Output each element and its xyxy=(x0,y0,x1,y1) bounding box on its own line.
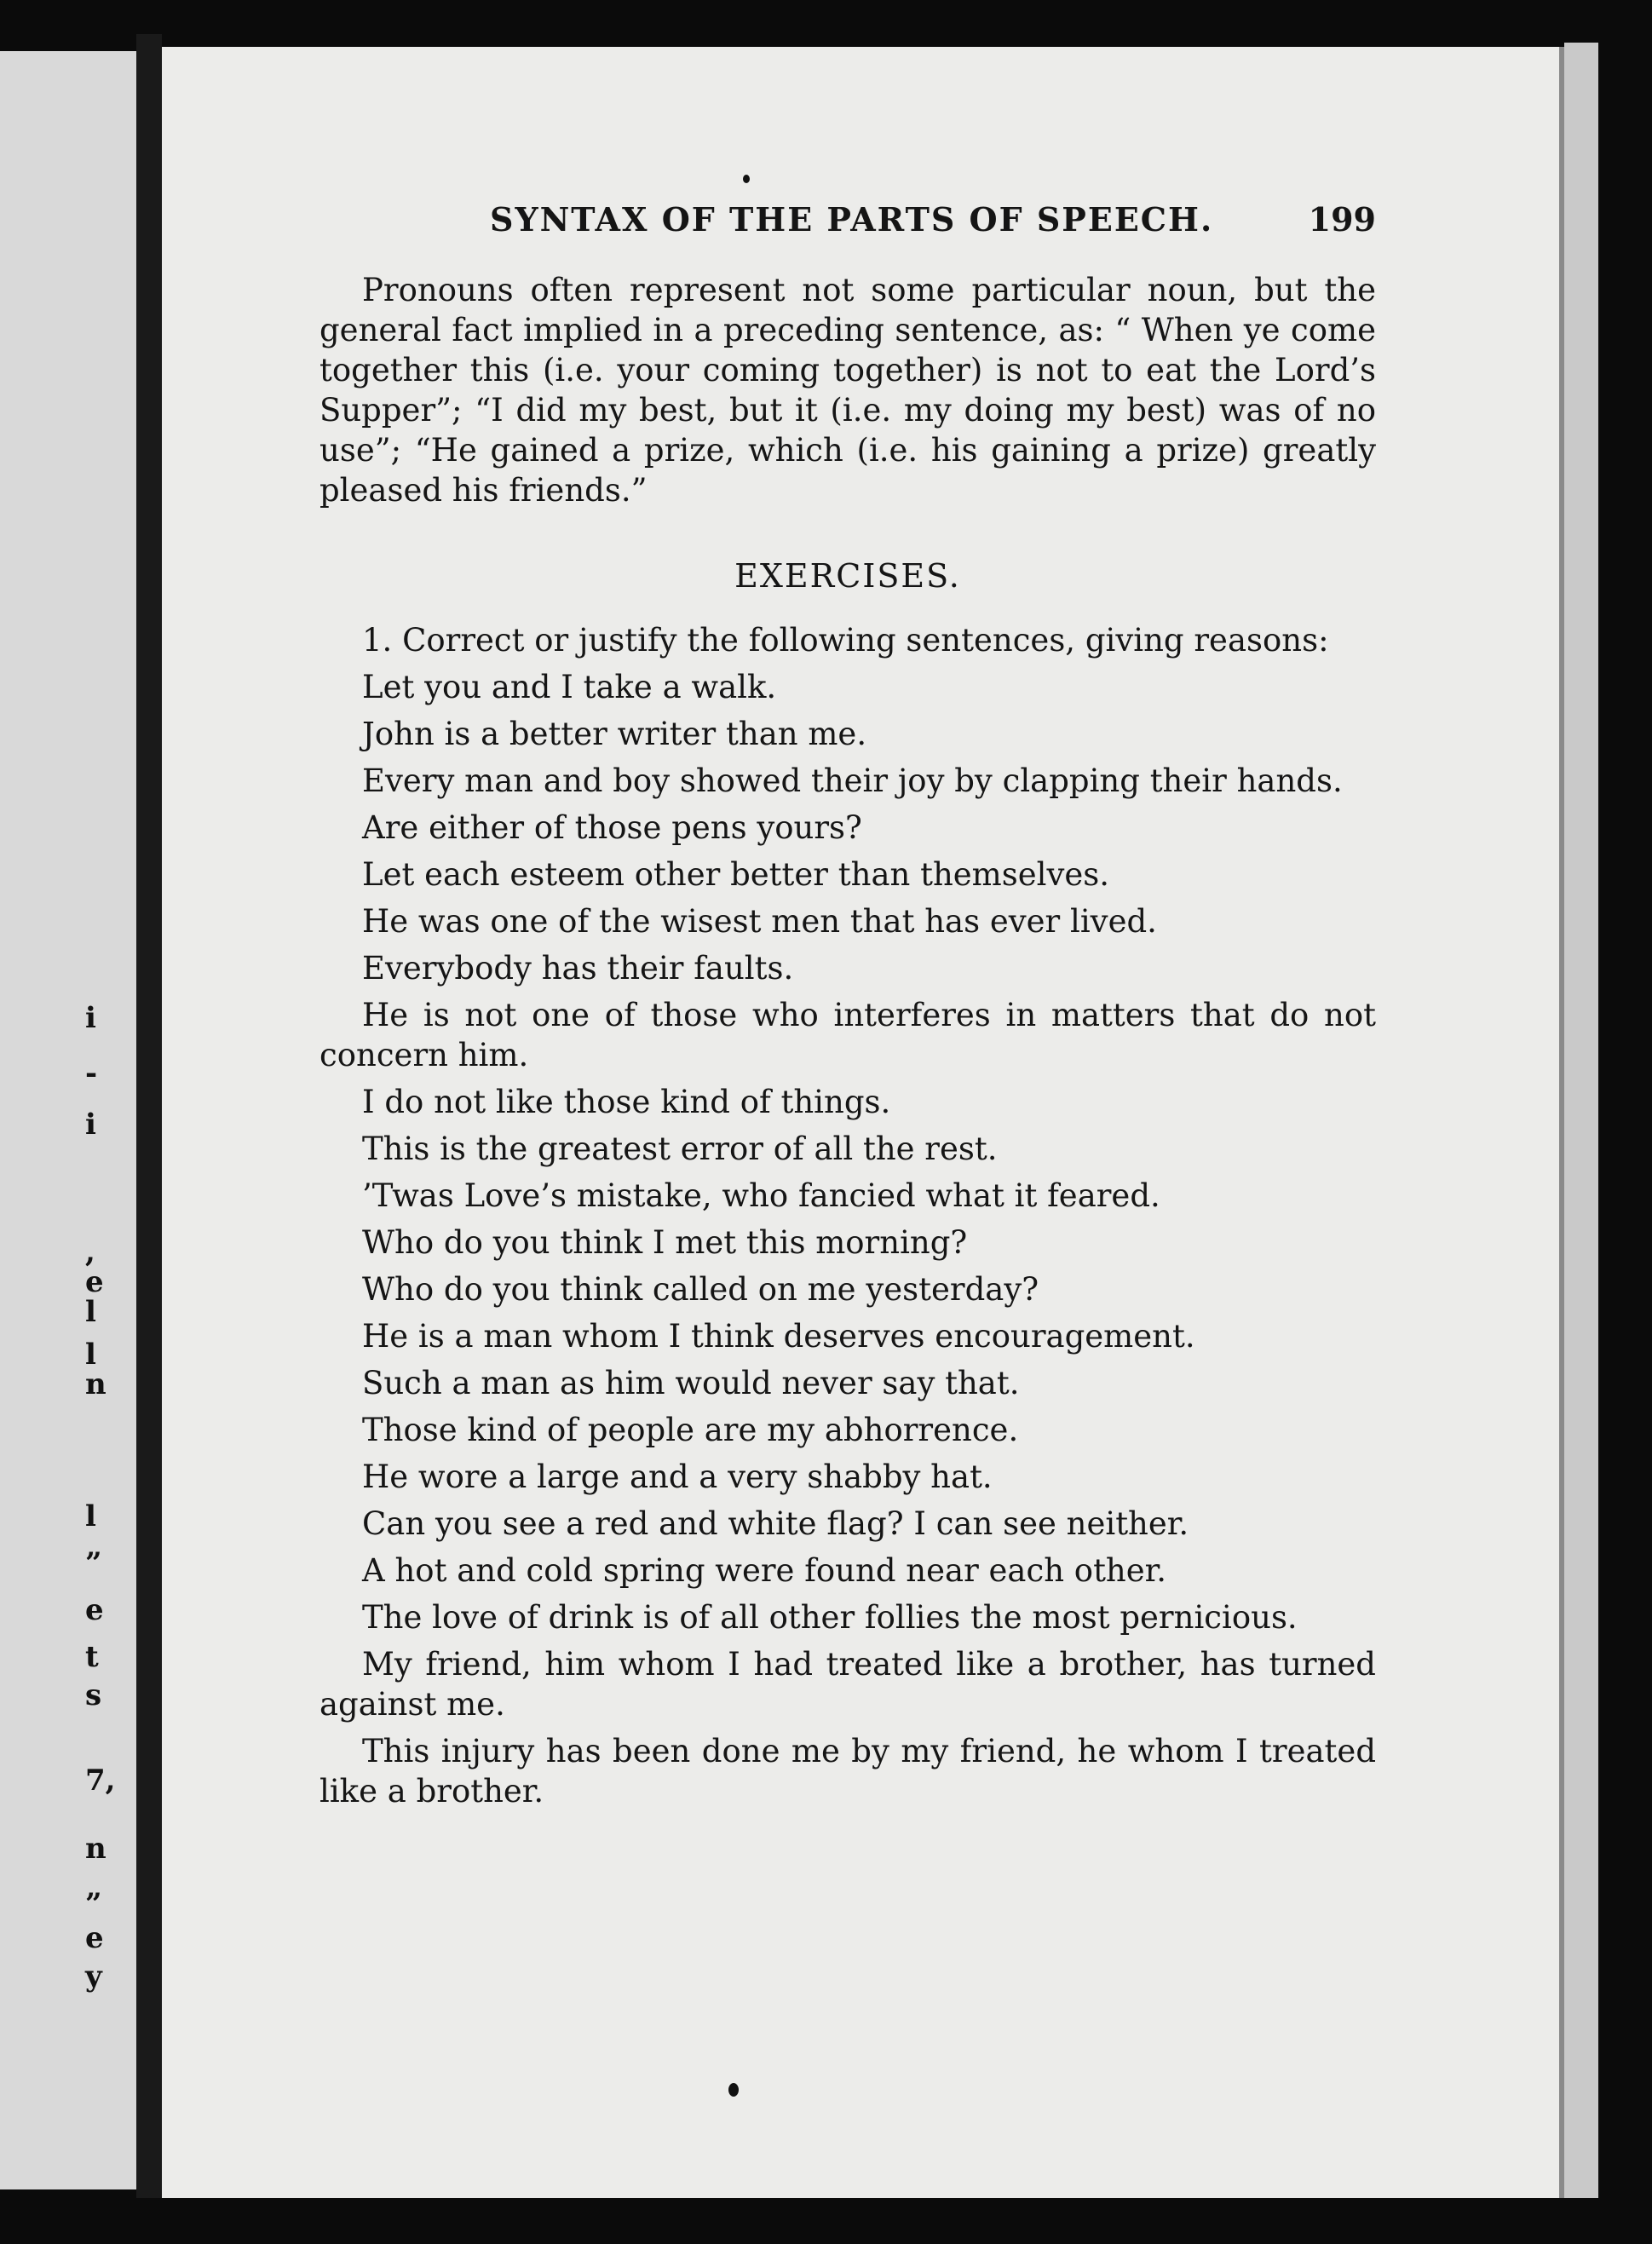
facing-page-fragment: e xyxy=(85,1265,104,1299)
page-stack-edge xyxy=(1564,43,1598,2198)
facing-page-fragment: l xyxy=(85,1295,96,1329)
facing-page-fragment: - xyxy=(85,1056,98,1090)
facing-page-fragment: y xyxy=(85,1959,102,1994)
exercise-sentence: John is a better writer than me. xyxy=(362,716,867,752)
book-gutter xyxy=(136,34,162,2198)
exercise-instruction: 1. Correct or justify the following sentences, giving reasons: xyxy=(362,622,1329,659)
exercise-sentence: Can you see a red and white flag? I can see neither. xyxy=(362,1505,1189,1542)
section-heading: EXERCISES. xyxy=(734,557,961,595)
facing-page-fragment: i xyxy=(85,1108,96,1142)
exercise-sentence: He is a man whom I think deserves encouragement. xyxy=(362,1318,1195,1355)
exercise-sentence: This injury has been done me by my friend, he whom I treated like a brother. xyxy=(319,1733,1376,1810)
page-number: 199 xyxy=(1308,200,1376,239)
intro-paragraph: Pronouns often represent not some particular noun, but the general fact implied in a preceding sentence, as: “ When ye come together this (i.e. your coming together) is not to eat the Lord’s Supper”; “I did my best, but it (i.e. my doing my best) was of no use”; “He gained a prize, which (i.e. his gaining a prize) greatly pleased his friends.” xyxy=(319,272,1376,509)
exercise-sentence: Every man and boy showed their joy by clapping their hands. xyxy=(362,762,1343,799)
exercise-sentence: Who do you think called on me yesterday? xyxy=(362,1271,1039,1308)
exercise-sentence: My friend, him whom I had treated like a brother, has turned against me. xyxy=(319,1646,1376,1723)
exercise-sentence: Are either of those pens yours? xyxy=(362,809,862,846)
exercise-sentence: The love of drink is of all other follies the most pernicious. xyxy=(362,1599,1298,1636)
exercise-sentence: This is the greatest error of all the rest. xyxy=(362,1131,998,1167)
facing-page-fragment: s xyxy=(85,1678,102,1712)
facing-page-fragment: i xyxy=(85,1001,96,1035)
book-page xyxy=(162,47,1564,2198)
facing-page-fragment: e xyxy=(85,1593,104,1627)
facing-page-fragment: l xyxy=(85,1338,96,1372)
facing-page-edge xyxy=(0,51,136,2189)
running-header xyxy=(319,200,1376,251)
facing-page-fragment: n xyxy=(85,1832,106,1866)
exercise-sentence: Those kind of people are my abhorrence. xyxy=(362,1412,1019,1448)
scan-border xyxy=(0,2198,1652,2244)
exercise-sentence: He is not one of those who interferes in matters that do not concern him. xyxy=(319,997,1376,1073)
facing-page-fragment: n xyxy=(85,1367,106,1401)
facing-page-fragment: ” xyxy=(85,1546,102,1580)
page-content xyxy=(319,200,1376,1818)
facing-page-fragment: ” xyxy=(85,1887,102,1921)
exercise-sentence: A hot and cold spring were found near each other. xyxy=(362,1552,1167,1589)
facing-page-fragment: , xyxy=(85,1235,95,1269)
exercise-sentence: Everybody has their faults. xyxy=(362,950,794,987)
print-speck xyxy=(743,175,750,183)
running-title: SYNTAX OF THE PARTS OF SPEECH. xyxy=(490,200,1214,239)
exercise-sentence: Let each esteem other better than themselves. xyxy=(362,856,1110,893)
facing-page-fragment: t xyxy=(85,1640,99,1674)
print-speck xyxy=(728,2083,739,2097)
exercise-sentence: I do not like those kind of things. xyxy=(362,1084,891,1120)
facing-page-fragment: l xyxy=(85,1499,96,1533)
exercise-sentence: Let you and I take a walk. xyxy=(362,669,777,705)
exercise-sentence: ’Twas Love’s mistake, who fancied what it feared. xyxy=(362,1177,1160,1214)
facing-page-fragment: 7, xyxy=(85,1764,116,1798)
exercise-sentence: He wore a large and a very shabby hat. xyxy=(362,1459,993,1495)
exercise-sentence: Such a man as him would never say that. xyxy=(362,1365,1020,1401)
facing-page-fragment: e xyxy=(85,1921,104,1955)
exercise-sentence: He was one of the wisest men that has ever lived. xyxy=(362,903,1157,940)
exercise-sentence: Who do you think I met this morning? xyxy=(362,1224,968,1261)
